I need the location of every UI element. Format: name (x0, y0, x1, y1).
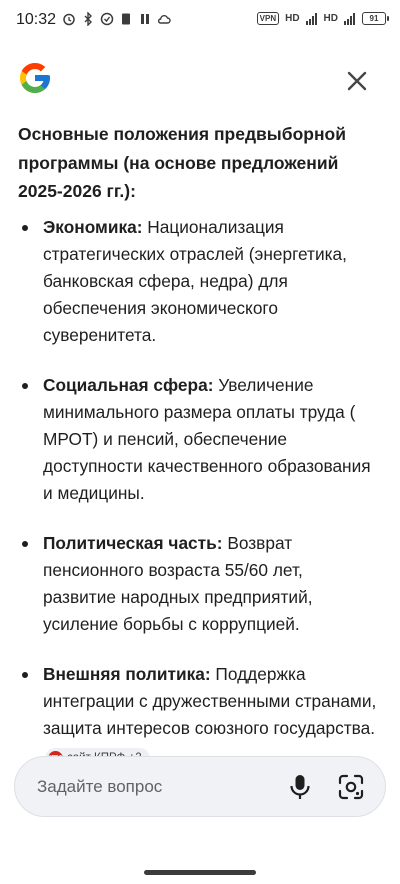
signal-hd-1: HD (285, 13, 300, 24)
signal-bars-icon (306, 13, 318, 25)
bullet-dot (22, 672, 28, 678)
pause-icon (138, 12, 152, 26)
list-item-text: Поддержка интеграции с дружественными странами, защита интересов союзного государства. (43, 664, 377, 738)
vpn-badge: VPN (257, 12, 279, 25)
bullet-dot (22, 541, 28, 547)
status-right-group (257, 12, 386, 25)
answer-list (0, 214, 400, 769)
google-lens-icon[interactable] (337, 773, 365, 801)
list-item-text: Национализация стратегических отраслей (энергетика, банковская сфера, недра) для обеспечения экономического суверенитета. (43, 217, 347, 345)
status-bar (0, 0, 400, 40)
list-item (0, 372, 400, 507)
home-indicator[interactable] (144, 870, 256, 875)
ask-input-bar[interactable] (14, 756, 386, 817)
ask-input-placeholder[interactable]: Задайте вопрос (37, 777, 163, 796)
mic-icon[interactable] (287, 773, 313, 801)
list-item-title: Политическая часть: (43, 533, 223, 553)
battery-indicator: 91 (362, 12, 386, 25)
list-item (0, 661, 400, 769)
answer-heading: Основные положения предвыборной программы (на основе предложений 2025-2026 гг.): (18, 124, 346, 201)
bullet-dot (22, 225, 28, 231)
close-icon[interactable] (340, 64, 374, 98)
list-item (0, 214, 400, 349)
list-item (0, 530, 400, 638)
list-item-text: Возврат пенсионного возраста 55/60 лет, развитие народных предприятий, усиление борьбы с коррупцией. (43, 533, 313, 634)
status-time: 10:32 (16, 11, 57, 28)
status-notification-icons (62, 12, 171, 26)
list-item-title: Экономика: (43, 217, 143, 237)
list-item-text: Увеличение минимального размера оплаты труда ( МРОТ) и пенсий, обеспечение доступности качественного образования и медицины. (43, 375, 371, 503)
check-circle-icon (100, 12, 114, 26)
cloud-icon (157, 12, 171, 26)
signal-hd-2: HD (323, 13, 338, 24)
signal-bars-icon (344, 13, 356, 25)
google-g-logo-icon (17, 60, 53, 96)
sim-card-icon (119, 12, 133, 26)
bullet-dot (22, 383, 28, 389)
list-item-title: Внешняя политика: (43, 664, 211, 684)
bluetooth-icon (81, 12, 95, 26)
list-item-title: Социальная сфера: (43, 375, 214, 395)
alarm-icon (62, 12, 76, 26)
